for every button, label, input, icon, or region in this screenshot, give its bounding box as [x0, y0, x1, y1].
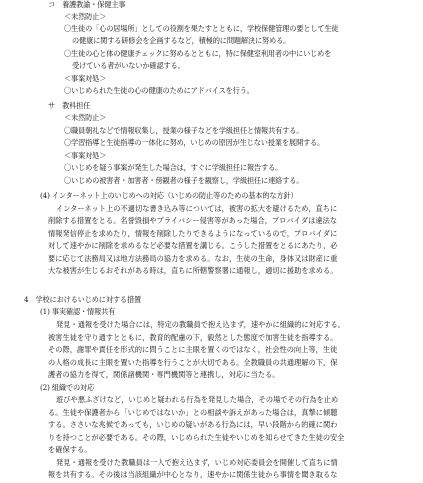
subheading-prevention: ＜未然防止＞ [64, 12, 107, 21]
paragraph-line: 削除する措置をとる。名誉毀損やプライバシー侵害等があった場合，プロバイダは違法な [48, 216, 338, 225]
text-line: の健康に関する研修会を企画するなど，積極的に問題解決に努める。 [72, 36, 291, 45]
subheading-response: ＜事案対処＞ [64, 74, 107, 83]
paragraph-line: 対して速やかに削除を求めるなど必要な措置を講じる。こうした措置をとるにあたり，必 [48, 241, 338, 250]
chapter-heading: 4 学校におけるいじめに対する措置 [24, 295, 142, 304]
paragraph-line: 遊びや悪ふざけなど，いじめと疑われる行為を発見した場合，その場でその行為を止め [56, 395, 339, 404]
text-line: 〇職員朝礼などで情報収集し，授業の様子などを学級担任と情報共有する。 [64, 126, 304, 135]
paragraph-line: 要に応じて法務局又は地方法務局の協力を求める。なお，生徒の生命，身体又は財産に重 [48, 254, 338, 263]
paragraph-line: 護者の協力を得て，関係諸機関・専門機関等と連携し，対応に当たる。 [48, 370, 280, 379]
paragraph-line: を確保する。 [48, 445, 92, 454]
section-heading-kyoka: サ 教科担任 [48, 101, 91, 110]
paragraph-line: る。生徒や保護者から「いじめではないか」との相談や訴えがあった場合は，真摯に傾聴 [48, 408, 338, 417]
paragraph-line: 報を共有する。その後は当該組織が中心となり，速やかに関係生徒から事情を聞き取るな [48, 470, 338, 479]
text-line: 〇いじめの被害者・加害者・傍観者の様子を観察し，学級担任に連絡する。 [64, 176, 304, 185]
paragraph-line: 情報発信停止を求めたり，情報を削除したりできるようになっているので，プロバイダに [48, 229, 338, 238]
paragraph-line: インターネット上の不適切な書き込み等については，被害の拡大を避けるため，直ちに [56, 204, 338, 213]
paragraph-line: 被害生徒を守り通すとともに，教育的配慮の下，毅然とした態度で加害生徒を指導する。 [48, 333, 338, 342]
section-heading-fact: (1) 事実確認・情報共有 [40, 307, 116, 316]
text-line: 〇生徒の「心の居場所」としての役割を果たすとともに，学校保健管理の要として生徒 [64, 24, 339, 33]
text-line: 〇生徒の心と体の健康チェックに努めるとともに，特に保健室利用者の中にいじめを [64, 49, 332, 58]
paragraph-line: その際，謝罪や責任を形式的に問うことに主眼を置くのではなく，社会性の向上等，生徒 [48, 345, 338, 354]
section-heading-org: (2) 組織での対応 [40, 383, 95, 392]
text-line: 〇学習指導と生徒指導の一体化に努め，いじめの原因が生じない授業を展開する。 [64, 138, 325, 147]
paragraph-line: の人格の成長に主眼を置いた指導を行うことが大切である。全教職員の共通理解の下，保 [48, 358, 338, 367]
section-heading-yogo: コ 養護教諭・保健主事 [48, 0, 126, 9]
section-heading-internet: (4) インターネット上のいじめへの対応（いじめの防止等のための基本的な方針） [40, 191, 298, 200]
paragraph-line: 発見・通報を受けた場合には，特定の教職員で抱え込まず，速やかに組織的に対応する。 [56, 320, 345, 329]
paragraph-line: 大な被害が生じるおそれがある時は，直ちに所轄警察署に通報し，適切に援助を求める。 [48, 266, 338, 275]
paragraph-line: りを持つことが必要である。その際，いじめられた生徒やいじめを知らせてきた生徒の安全 [48, 433, 345, 442]
subheading-response: ＜事案対処＞ [64, 151, 107, 160]
text-line: 〇いじめを疑う事案が発生した場合は，すぐに学級担任に報告する。 [64, 163, 283, 172]
paragraph-line: 発見・通報を受けた教職員は一人で抱え込まず，いじめ対応委員会を開催して直ちに情 [56, 458, 338, 467]
paragraph-line: する。ささいな兆候であっても，いじめの疑いがある行為には，早い段階から的確に関わ [48, 420, 338, 429]
text-line: 〇いじめられた生徒の心の健康のためにアドバイスを行う。 [64, 86, 254, 95]
subheading-prevention: ＜未然防止＞ [64, 113, 107, 122]
text-line: 受けている者がいないか確認する。 [72, 61, 185, 70]
